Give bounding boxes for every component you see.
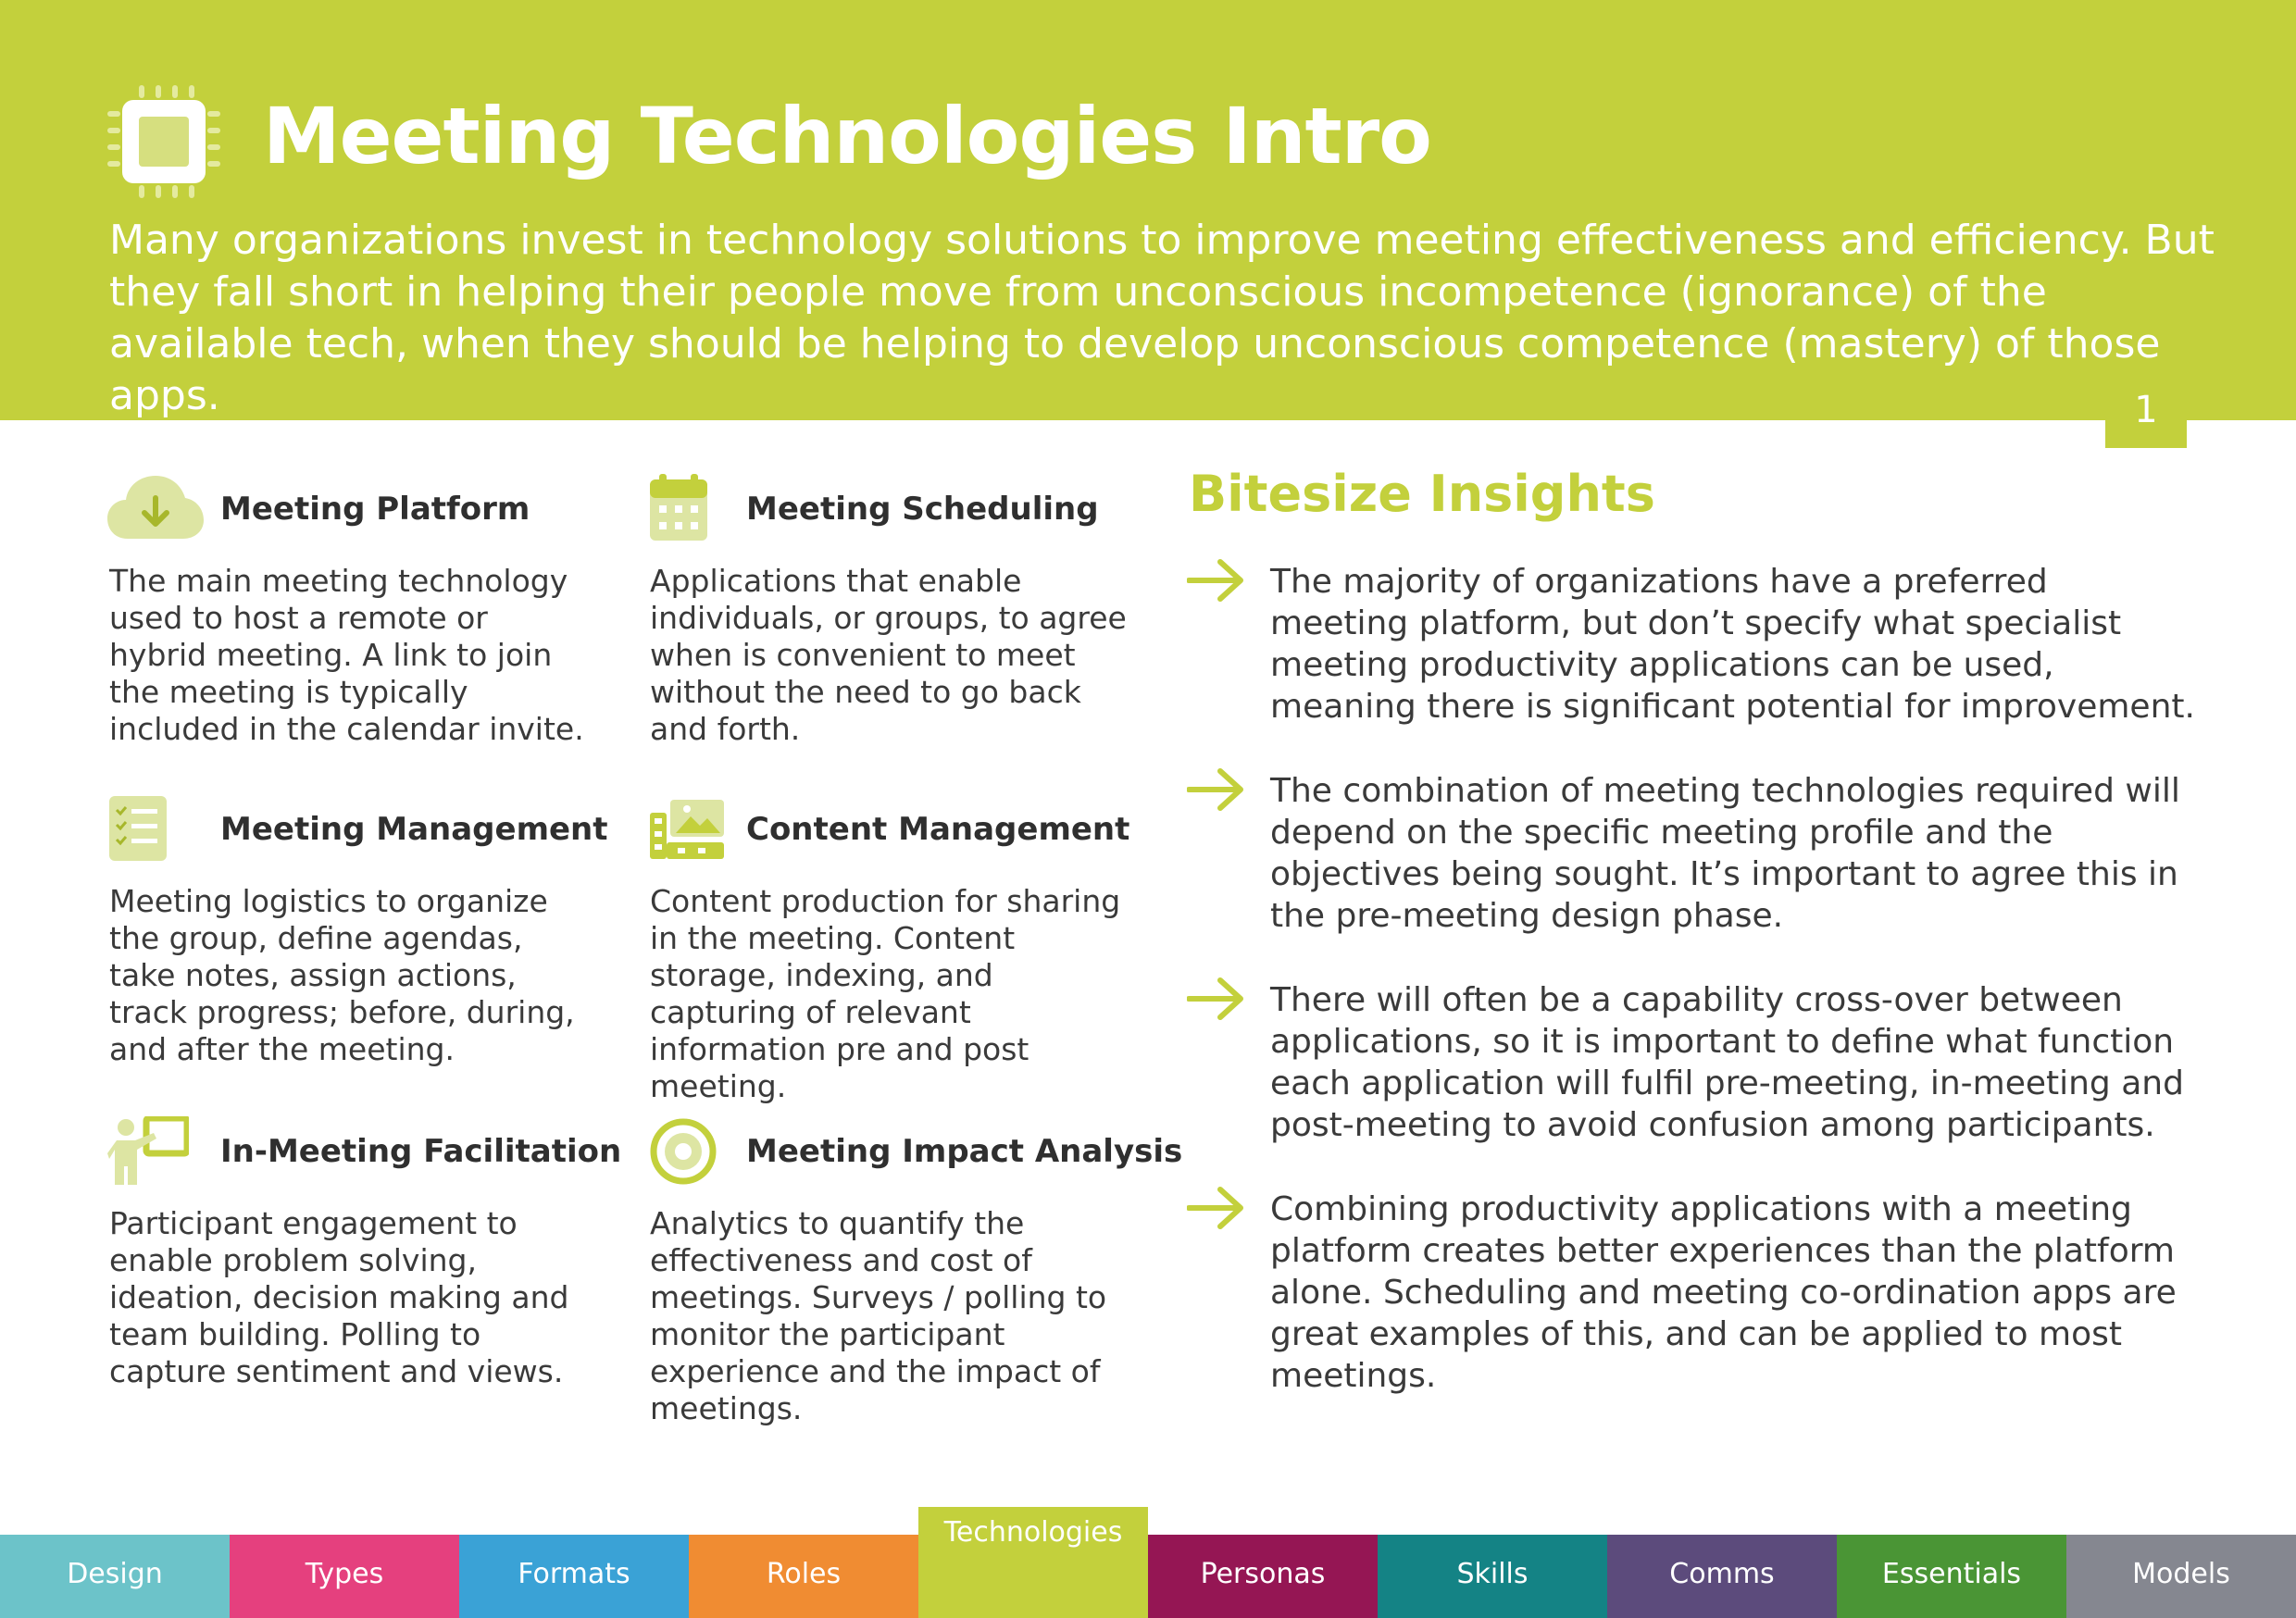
media-icon — [650, 800, 724, 859]
card-text-meeting-platform: The main meeting technology used to host a remote or hybrid meeting. A link to join the meeting is typically included in the calendar invite. — [109, 563, 584, 747]
card-text-meeting-management: Meeting logistics to organize the group, define agendas, take notes, assign actions, track progress; before, during, and after the meeting. — [109, 883, 575, 1067]
tab-design[interactable]: Design — [0, 1535, 230, 1618]
header-banner — [0, 0, 2296, 420]
insight-text-2: The combination of meeting technologies required will depend on the specific meeting profile and the objectives being sought. It’s important to agree this in the pre-meeting design phase. — [1270, 772, 2180, 935]
card-title-in-meeting-facilitation: In-Meeting Facilitation — [220, 1133, 622, 1170]
cloud-download-icon — [107, 474, 204, 541]
insight-text-4: Combining productivity applications with a meeting platform creates better experiences than the platform alone. Scheduling and meeting co-ordination apps are great examples of this, and can be applied to most meetings. — [1270, 1190, 2177, 1395]
tab-skills[interactable]: Skills — [1378, 1535, 1607, 1618]
intro-paragraph: Many organizations invest in technology solutions to improve meeting effectiveness and efficiency. But they fall short in helping their people move from unconscious incompetence (ignorance) of the available tech, when they should be helping to develop unconscious competence (mastery) of those apps. — [109, 217, 2215, 419]
target-icon — [650, 1118, 717, 1185]
card-title-meeting-scheduling: Meeting Scheduling — [746, 491, 1099, 528]
card-title-meeting-management: Meeting Management — [220, 811, 608, 848]
card-text-content-management: Content production for sharing in the meeting. Content storage, indexing, and capturing of relevant information pre and post meeting. — [650, 883, 1121, 1104]
tab-models[interactable]: Models — [2066, 1535, 2296, 1618]
chip-icon — [107, 85, 220, 198]
page-title: Meeting Technologies Intro — [263, 91, 1431, 181]
arrow-right-icon — [1187, 766, 1246, 813]
presenter-icon — [107, 1116, 189, 1185]
card-text-meeting-impact-analysis: Analytics to quantify the effectiveness and cost of meetings. Surveys / polling to monitor the participant experience and the impact of meetings. — [650, 1205, 1107, 1426]
tab-types[interactable]: Types — [230, 1535, 459, 1618]
tab-technologies[interactable]: Technologies — [918, 1507, 1148, 1618]
card-text-meeting-scheduling: Applications that enable individuals, or groups, to agree when is convenient to meet without the need to go back and forth. — [650, 563, 1127, 747]
arrow-right-icon — [1187, 1185, 1246, 1231]
bitesize-insights-title: Bitesize Insights — [1189, 465, 1655, 523]
tab-personas[interactable]: Personas — [1148, 1535, 1378, 1618]
tab-roles[interactable]: Roles — [689, 1535, 918, 1618]
insight-text-1: The majority of organizations have a preferred meeting platform, but don’t specify what specialist meeting productivity applications can be used, meaning there is significant potential for improvement. — [1270, 563, 2195, 726]
tab-essentials[interactable]: Essentials — [1837, 1535, 2066, 1618]
calendar-icon — [650, 474, 707, 541]
card-title-meeting-platform: Meeting Platform — [220, 491, 530, 528]
arrow-right-icon — [1187, 976, 1246, 1022]
card-text-in-meeting-facilitation: Participant engagement to enable problem solving, ideation, decision making and team building. Polling to capture sentiment and views. — [109, 1205, 569, 1389]
card-title-content-management: Content Management — [746, 811, 1130, 848]
arrow-right-icon — [1187, 557, 1246, 604]
insight-text-3: There will often be a capability cross-over between applications, so it is important to define what function each application will fulfil pre-meeting, in-meeting and post-meeting to avoid confusion among participants. — [1270, 981, 2184, 1144]
card-title-meeting-impact-analysis: Meeting Impact Analysis — [746, 1133, 1183, 1170]
tab-comms[interactable]: Comms — [1607, 1535, 1837, 1618]
tab-formats[interactable]: Formats — [459, 1535, 689, 1618]
checklist-icon — [109, 796, 167, 861]
page-number: 1 — [2105, 380, 2187, 448]
section-nav — [0, 1516, 2296, 1618]
